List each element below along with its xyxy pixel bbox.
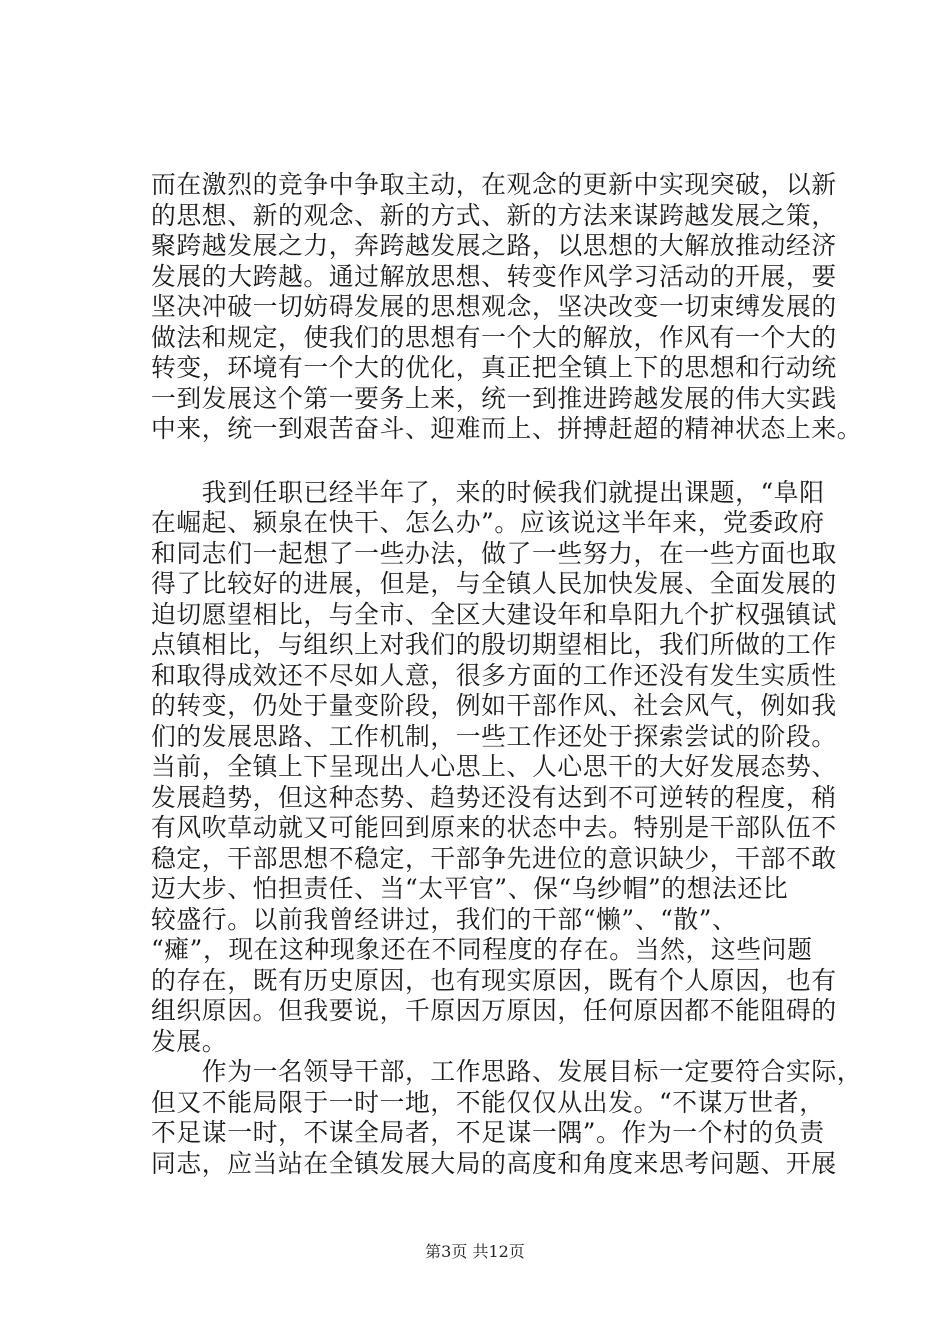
text-line: 发展趋势，但这种态势、趋势还没有达到不可逆转的程度，稍 bbox=[151, 782, 837, 812]
paragraph-3 bbox=[151, 1057, 863, 1179]
text-line: 做法和规定，使我们的思想有一个大的解放，作风有一个大的 bbox=[151, 322, 837, 352]
text-line: 的转变，仍处于量变阶段，例如干部作风、社会风气，例如我 bbox=[151, 691, 837, 720]
text-line: 我到任职已经半年了，来的时候我们就提出课题，“阜阳 bbox=[151, 477, 825, 507]
text-line: 组织原因。但我要说，千原因万原因，任何原因都不能阻碍的 bbox=[151, 996, 837, 1025]
text-line: 发展。 bbox=[151, 1026, 228, 1056]
text-line: 不足谋一时，不谋全局者，不足谋一隅”。作为一个村的负责 bbox=[151, 1118, 825, 1147]
text-line: 发展的大跨越。通过解放思想、转变作风学习活动的开展，要 bbox=[151, 261, 837, 291]
text-line: 得了比较好的进展，但是，与全镇人民加快发展、全面发展的 bbox=[151, 569, 837, 598]
text-line: 同志，应当站在全镇发展大局的高度和角度来思考问题、开展 bbox=[151, 1148, 837, 1178]
text-line: 坚决冲破一切妨碍发展的思想观念，坚决改变一切束缚发展的 bbox=[151, 292, 837, 321]
paragraph-2 bbox=[151, 477, 837, 1058]
text-line: 中来，统一到艰苦奋斗、迎难而上、拼搏赶超的精神状态上来。 bbox=[151, 414, 863, 443]
text-line: 迫切愿望相比，与全市、全区大建设年和阜阳九个扩权强镇试 bbox=[151, 599, 837, 629]
text-line: 作为一名领导干部，工作思路、发展目标一定要符合实际， bbox=[151, 1057, 863, 1086]
text-line: 聚跨越发展之力，奔跨越发展之路，以思想的大解放推动经济 bbox=[151, 231, 837, 260]
paragraph-1 bbox=[151, 170, 863, 445]
text-line: 当前，全镇上下呈现出人心思上、人心思干的大好发展态势、 bbox=[151, 752, 837, 781]
page-footer bbox=[0, 1240, 950, 1264]
text-line: 但又不能局限于一时一地，不能仅仅从出发。“不谋万世者， bbox=[151, 1087, 825, 1117]
paragraph-spacer bbox=[151, 445, 831, 478]
text-line: 和取得成效还不尽如人意，很多方面的工作还没有发生实质性 bbox=[151, 660, 837, 690]
text-line: 和同志们一起想了一些办法，做了一些努力，在一些方面也取 bbox=[151, 538, 837, 568]
text-line: 的存在，既有历史原因，也有现实原因，既有个人原因，也有 bbox=[151, 965, 837, 995]
text-line: 们的发展思路、工作机制，一些工作还处于探索尝试的阶段。 bbox=[151, 721, 837, 751]
text-line: 点镇相比，与组织上对我们的殷切期望相比，我们所做的工作 bbox=[151, 630, 837, 659]
text-line: 而在激烈的竞争中争取主动，在观念的更新中实现突破，以新 bbox=[151, 170, 837, 199]
text-line: 在崛起、颍泉在快干、怎么办”。应该说这半年来，党委政府 bbox=[151, 508, 825, 537]
text-line: 稳定，干部思想不稳定，干部争先进位的意识缺少，干部不敢 bbox=[151, 843, 837, 873]
text-line: 转变，环境有一个大的优化，真正把全镇上下的思想和行动统 bbox=[151, 353, 837, 382]
text-line: 的思想、新的观念、新的方式、新的方法来谋跨越发展之策， bbox=[151, 200, 837, 230]
text-line: 较盛行。以前我曾经讲过，我们的干部“懒”、“散”、 bbox=[151, 904, 738, 934]
text-line: “瘫”，现在这种现象还在不同程度的存在。当然，这些问题 bbox=[151, 935, 813, 964]
text-line: 迈大步、怕担责任、当“太平官”、保“乌纱帽”的想法还比 bbox=[151, 874, 789, 903]
page-number: 第3页 共12页 bbox=[425, 1242, 525, 1261]
text-line: 一到发展这个第一要务上来，统一到推进跨越发展的伟大实践 bbox=[151, 383, 837, 413]
body-text bbox=[151, 170, 863, 1179]
text-line: 有风吹草动就又可能回到原来的状态中去。特别是干部队伍不 bbox=[151, 813, 837, 842]
